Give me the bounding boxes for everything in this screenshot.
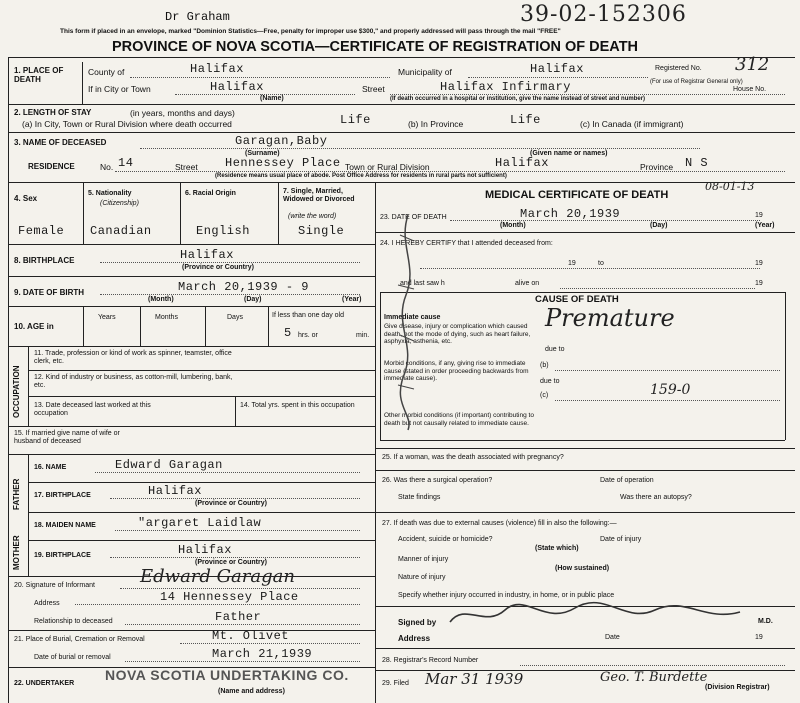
cause-c-label: (c) bbox=[540, 392, 549, 399]
birthplace-caption: (Province or Country) bbox=[182, 264, 254, 271]
q26-label: 26. Was there a surgical operation? bbox=[382, 477, 493, 484]
residence-province-label: Province bbox=[640, 162, 674, 172]
dod-month-caption: (Month) bbox=[500, 222, 526, 229]
birthplace-label: 8. BIRTHPLACE bbox=[14, 256, 75, 265]
side-annotation: 08-01-13 bbox=[705, 180, 755, 193]
residence-no: 14 bbox=[118, 156, 134, 170]
q15-label: 15. If married give name of wife or husband of deceased bbox=[14, 430, 120, 445]
length-of-stay-sub: (in years, months and days) bbox=[130, 108, 235, 118]
municipality-label: Municipality of bbox=[398, 67, 452, 77]
residence-caption: (Residence means usual place of abode. Post Office Address for residents in rural parts not sufficient) bbox=[215, 173, 507, 179]
stay-province-label: (b) In Province bbox=[408, 119, 464, 129]
dob-year-caption: (Year) bbox=[342, 296, 362, 303]
specify-label: Specify whether injury occurred in industry, in home, or in public place bbox=[398, 592, 615, 599]
age-less-day-label: If less than one day old bbox=[272, 312, 344, 319]
age-min-label: min. bbox=[356, 332, 370, 339]
attended-to: to bbox=[598, 260, 604, 267]
stay-province-value: Life bbox=[510, 113, 541, 127]
q11-label: 11. Trade, profession or kind of work as spinner, teamster, office clerk, etc. bbox=[34, 350, 232, 365]
residence-town-label: Town or Rural Division bbox=[345, 162, 430, 172]
racial-value: English bbox=[196, 224, 250, 238]
marital-caption: (write the word) bbox=[288, 213, 337, 220]
deceased-label: 3. NAME OF DECEASED bbox=[14, 138, 107, 147]
last-saw-label: and last saw h bbox=[400, 280, 445, 287]
nature-label: Nature of injury bbox=[398, 574, 446, 581]
alive-on-label: alive on bbox=[515, 280, 540, 287]
undertaker-stamp: NOVA SCOTIA UNDERTAKING CO. bbox=[105, 667, 349, 683]
burial-value: Mt. Olivet bbox=[212, 629, 290, 643]
date-injury-label: Date of injury bbox=[600, 536, 642, 543]
cause-heading: CAUSE OF DEATH bbox=[535, 294, 619, 305]
immediate-cause-note: Give disease, injury or complication which caused death, not the mode of dying, such as heart failure, asphyxia, asthenia, etc. bbox=[384, 323, 531, 345]
nationality-caption: (Citizenship) bbox=[100, 200, 139, 207]
dob-label: 9. DATE OF BIRTH bbox=[14, 288, 85, 297]
informant-signature-label: 20. Signature of Informant bbox=[14, 582, 95, 589]
occupation-side-label: OCCUPATION bbox=[12, 365, 21, 418]
age-hrs-label: hrs. or bbox=[298, 332, 318, 339]
informant-address: 14 Hennessey Place bbox=[160, 590, 299, 604]
manner-label: Manner of injury bbox=[398, 556, 449, 563]
accident-label: Accident, suicide or homicide? bbox=[398, 536, 493, 543]
q28-label: 28. Registrar's Record Number bbox=[382, 657, 479, 664]
mother-birthplace: Halifax bbox=[178, 543, 232, 557]
other-morbid-label: Other morbid conditions (if important) contributing to death but not causally related to immediate cause. bbox=[384, 412, 534, 427]
father-name-label: 16. NAME bbox=[34, 464, 67, 471]
residence-street: Hennessey Place bbox=[225, 156, 341, 170]
date-of-death: March 20,1939 bbox=[520, 207, 621, 221]
county-label: County of bbox=[88, 67, 125, 77]
racial-label: 6. Racial Origin bbox=[185, 190, 236, 197]
attended-19-end: 19 bbox=[755, 260, 763, 267]
age-label: 10. AGE in bbox=[14, 322, 54, 331]
doctor-address-label: Address bbox=[398, 634, 431, 643]
division-caption: (Division Registrar) bbox=[705, 684, 770, 691]
marital-label: 7. Single, Married, Widowed or Divorced bbox=[283, 188, 355, 203]
doctor-date-19: 19 bbox=[755, 634, 763, 641]
doctor-signature bbox=[445, 600, 745, 636]
q23-label: 23. DATE OF DEATH bbox=[380, 214, 447, 221]
city-value: Halifax bbox=[210, 80, 264, 94]
cause-b-label: (b) bbox=[540, 362, 549, 369]
residence-province: N S bbox=[685, 156, 709, 170]
city-label: If in City or Town bbox=[88, 84, 151, 94]
age-hrs-value: 5 bbox=[284, 326, 292, 340]
dod-year-caption: (Year) bbox=[755, 222, 775, 229]
nationality-label: 5. Nationality bbox=[88, 190, 132, 197]
relationship-label: Relationship to deceased bbox=[34, 618, 113, 625]
state-which-caption: (State which) bbox=[535, 545, 579, 552]
undertaker-caption: (Name and address) bbox=[218, 688, 285, 695]
alive-19: 19 bbox=[755, 280, 763, 287]
deceased-name: Garagan,Baby bbox=[235, 134, 328, 148]
burial-date: March 21,1939 bbox=[212, 647, 313, 661]
immediate-cause-value: Premature bbox=[545, 304, 675, 332]
handwritten-margin-note bbox=[388, 205, 428, 435]
q13-label: 13. Date deceased last worked at this occupation bbox=[34, 402, 151, 417]
sex-label: 4. Sex bbox=[14, 194, 38, 203]
stamp-number: 39-02-152306 bbox=[520, 2, 687, 27]
dob-day-caption: (Day) bbox=[244, 296, 262, 303]
morbid-label: Morbid conditions, if any, giving rise to immediate cause (stated in order proceeding backwards from immediate cause). bbox=[384, 360, 529, 382]
age-years-label: Years bbox=[98, 314, 116, 321]
dod-year-prefix: 19 bbox=[755, 212, 763, 219]
surname-caption: (Surname) bbox=[245, 150, 280, 157]
house-no-label: House No. bbox=[733, 86, 767, 93]
street-value: Halifax Infirmary bbox=[440, 80, 571, 94]
sex-value: Female bbox=[18, 224, 65, 238]
street-caption: (If death occurred in a hospital or institution, give the name instead of street and number) bbox=[390, 96, 646, 102]
q25-label: 25. If a woman, was the death associated with pregnancy? bbox=[382, 454, 564, 461]
due-to-a: due to bbox=[545, 346, 565, 353]
father-side-label: FATHER bbox=[12, 478, 21, 510]
md-label: M.D. bbox=[758, 618, 773, 625]
q27-label: 27. If death was due to external causes (violence) fill in also the following:— bbox=[382, 520, 617, 527]
attended-19: 19 bbox=[568, 260, 576, 267]
mother-maiden-label: 18. MAIDEN NAME bbox=[34, 522, 96, 529]
length-of-stay-label: 2. LENGTH OF STAY bbox=[14, 108, 92, 117]
mother-name: "argaret Laidlaw bbox=[138, 516, 262, 530]
informant-signature: Edward Garagan bbox=[140, 566, 295, 587]
stay-city-value: Life bbox=[340, 113, 371, 127]
doctor-date-label: Date bbox=[605, 634, 620, 641]
dod-day-caption: (Day) bbox=[650, 222, 668, 229]
cause-code: 159-0 bbox=[650, 382, 691, 398]
father-province-caption: (Province or Country) bbox=[195, 500, 267, 507]
top-notation: Dr Graham bbox=[165, 10, 230, 24]
place-of-death-label: 1. PLACE OF DEATH bbox=[14, 66, 64, 84]
street-label: Street bbox=[362, 84, 385, 94]
registered-no-value: 312 bbox=[735, 54, 770, 75]
father-birthplace: Halifax bbox=[148, 484, 202, 498]
autopsy-label: Was there an autopsy? bbox=[620, 494, 692, 501]
q14-label: 14. Total yrs. spent in this occupation bbox=[240, 402, 355, 409]
municipality-value: Halifax bbox=[530, 62, 584, 76]
medical-heading: MEDICAL CERTIFICATE OF DEATH bbox=[485, 189, 669, 201]
mother-province-caption: (Province or Country) bbox=[195, 559, 267, 566]
dob-value: March 20,1939 - 9 bbox=[178, 280, 309, 294]
signed-by-label: Signed by bbox=[398, 618, 437, 627]
q12-label: 12. Kind of industry or business, as cotton-mill, lumbering, bank, etc. bbox=[34, 374, 233, 389]
q29-label: 29. Filed bbox=[382, 680, 409, 687]
marital-value: Single bbox=[298, 224, 345, 238]
birthplace-value: Halifax bbox=[180, 248, 234, 262]
mother-birthplace-label: 19. BIRTHPLACE bbox=[34, 552, 91, 559]
nationality-value: Canadian bbox=[90, 224, 152, 238]
envelope-note: This form if placed in an envelope, marked "Dominion Statistics—Free, penalty for improper use $300," and properly addressed will pass through the mail "FREE" bbox=[60, 28, 561, 35]
how-sustained-caption: (How sustained) bbox=[555, 565, 610, 572]
informant-address-label: Address bbox=[34, 600, 60, 607]
burial-date-label: Date of burial or removal bbox=[34, 654, 111, 661]
due-to-b: due to bbox=[540, 378, 560, 385]
stay-canada-label: (c) In Canada (if immigrant) bbox=[580, 119, 684, 129]
filed-value: Mar 31 1939 bbox=[425, 670, 524, 688]
dob-month-caption: (Month) bbox=[148, 296, 174, 303]
age-months-label: Months bbox=[155, 314, 178, 321]
date-operation-label: Date of operation bbox=[600, 477, 654, 484]
undertaker-label: 22. UNDERTAKER bbox=[14, 680, 75, 687]
q24-label: 24. I HEREBY CERTIFY that I attended deceased from: bbox=[380, 240, 553, 247]
given-caption: (Given name or names) bbox=[530, 150, 608, 157]
father-name: Edward Garagan bbox=[115, 458, 223, 472]
burial-label: 21. Place of Burial, Cremation or Removal bbox=[14, 636, 145, 643]
registrar-signature: Geo. T. Burdette bbox=[600, 670, 708, 685]
stay-city-label: (a) In City, Town or Rural Division where death occurred bbox=[22, 119, 232, 129]
registered-no-label: Registered No. bbox=[655, 65, 702, 72]
form-title: PROVINCE OF NOVA SCOTIA—CERTIFICATE OF REGISTRATION OF DEATH bbox=[112, 39, 639, 55]
father-birthplace-label: 17. BIRTHPLACE bbox=[34, 492, 91, 499]
state-findings-label: State findings bbox=[398, 494, 441, 501]
immediate-cause-label: Immediate cause bbox=[384, 314, 441, 321]
mother-side-label: MOTHER bbox=[12, 535, 21, 570]
name-caption: (Name) bbox=[260, 95, 284, 102]
residence-label: RESIDENCE bbox=[28, 162, 75, 171]
age-days-label: Days bbox=[227, 314, 243, 321]
county-value: Halifax bbox=[190, 62, 244, 76]
residence-street-label: Street bbox=[175, 162, 198, 172]
registrar-note: (For use of Registrar General only) bbox=[650, 79, 743, 85]
residence-no-label: No. bbox=[100, 162, 114, 172]
relationship-value: Father bbox=[215, 610, 262, 624]
residence-town: Halifax bbox=[495, 156, 549, 170]
